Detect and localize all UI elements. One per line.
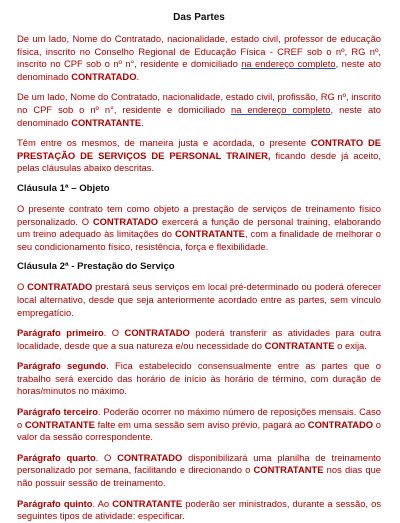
party-name: CONTRATADO bbox=[27, 281, 93, 293]
text: ficando desde já aceito, pelas cláusulas abaixo descritas. bbox=[17, 149, 381, 174]
paragraph-third bbox=[17, 406, 381, 444]
party-name: CONTRATADO bbox=[117, 451, 183, 463]
text: falte em uma sessão sem aviso prévio, pagará ao bbox=[94, 418, 308, 430]
text: exercerá a função de personal training, elaborando um treino adequado às limitações do bbox=[17, 215, 382, 240]
paragraph-label: Parágrafo primeiro bbox=[17, 327, 104, 339]
text: . bbox=[136, 70, 140, 82]
text: . Ao bbox=[92, 497, 113, 509]
text: . Poderão ocorrer no máximo número de reposições mensais. Caso o bbox=[17, 406, 381, 430]
section-title: Das Partes bbox=[173, 12, 225, 23]
text: poderá transferir as atividades para outra localidade, desde que a sua natureza e/ou necessidade do bbox=[17, 327, 381, 351]
paragraph-fifth bbox=[17, 498, 381, 523]
paragraph-label: Parágrafo quarto bbox=[17, 451, 96, 463]
text: , neste ato denominado bbox=[17, 103, 381, 128]
paragraph-fourth bbox=[17, 452, 381, 490]
text: poderão ser ministrados, durante a sessão, os seguintes tipos de atividade: especificar. bbox=[17, 497, 382, 522]
paragraph-first bbox=[17, 327, 381, 352]
text: Têm entre os mesmos, de maneira justa e acordada, o presente bbox=[17, 137, 311, 149]
text: O bbox=[17, 281, 28, 293]
text: . Fica estabelecido consensualmente entre as partes que o trabalho será exercido das horário de início às horário de término, com duração de horas/minutos no máximo. bbox=[17, 360, 382, 397]
text: De um lado, Nome do Contratado, nacionalidade, estado civil, profissão, RG nº, inscrito no CPF sob o nº n°, residente e domiciliado bbox=[17, 91, 381, 115]
text: De um lado, Nome do Contratado, nacionalidade, estado civil, professor de educação física, inscrito no Conselho Regional de Educação Física - CREF sob o nº, RG nº, inscrito no CPF sob o nº n°, residente e domiciliado bbox=[17, 33, 381, 70]
party-name: CONTRATANTE bbox=[253, 464, 324, 476]
text: disponibilizará uma planilha de treinamento personalizado por semana, facilitando e direcionando o bbox=[17, 451, 381, 476]
paragraph-label: Parágrafo quinto bbox=[17, 497, 93, 509]
text: o valor da sessão correspondente. bbox=[17, 418, 381, 443]
paragraph-label: Parágrafo segundo bbox=[17, 360, 107, 372]
party-name: CONTRATANTE bbox=[174, 228, 245, 240]
party-name: CONTRATADO bbox=[71, 70, 137, 82]
address-placeholder: na endereço completo bbox=[241, 58, 336, 70]
clause-1-heading: Cláusula 1ª – Objeto bbox=[17, 182, 110, 194]
paragraph-contratante bbox=[17, 91, 381, 129]
party-name: CONTRATANTE bbox=[24, 418, 95, 430]
party-name: CONTRATADO bbox=[307, 418, 374, 430]
paragraph-agreement bbox=[17, 137, 381, 175]
text: , neste ato denominado bbox=[17, 58, 381, 82]
party-name: CONTRATANTE bbox=[264, 339, 335, 351]
party-name: CONTRATANTE bbox=[71, 116, 142, 128]
text: . O bbox=[95, 451, 118, 463]
paragraph-second bbox=[17, 360, 381, 398]
address-placeholder: na endereço completo bbox=[231, 103, 331, 115]
text: prestará seus serviços em local pré-determinado ou poderá oferecer local alternativo, desde que seja anteriormente acordado entre as partes, sem vínculo empregatício. bbox=[17, 281, 382, 318]
text: , com a finalidade de melhorar o seu condicionamento físico, resistência, força e flexibilidade. bbox=[17, 228, 381, 252]
text: . O bbox=[103, 327, 125, 339]
paragraph-label: Parágrafo terceiro bbox=[17, 406, 98, 418]
text: nos dias que não possuir sessão de treinamento. bbox=[17, 464, 381, 489]
text: O presente contrato tem como objeto a prestação de serviços de treinamento físico personalizado. O bbox=[17, 202, 381, 227]
clause-2-heading: Cláusula 2ª - Prestação do Serviço bbox=[17, 261, 175, 273]
paragraph-contratado bbox=[17, 33, 381, 83]
party-name: CONTRATANTE bbox=[112, 497, 183, 509]
party-name: CONTRATADO bbox=[124, 327, 190, 339]
paragraph-service bbox=[17, 281, 381, 319]
paragraph-object bbox=[17, 203, 381, 253]
contract-name: CONTRATO DE PRESTAÇÃO DE SERVIÇOS DE PERSONAL TRAINER, bbox=[17, 137, 381, 161]
text: . bbox=[141, 116, 144, 128]
party-name: CONTRATADO bbox=[92, 215, 159, 227]
text: o exija. bbox=[334, 339, 367, 351]
